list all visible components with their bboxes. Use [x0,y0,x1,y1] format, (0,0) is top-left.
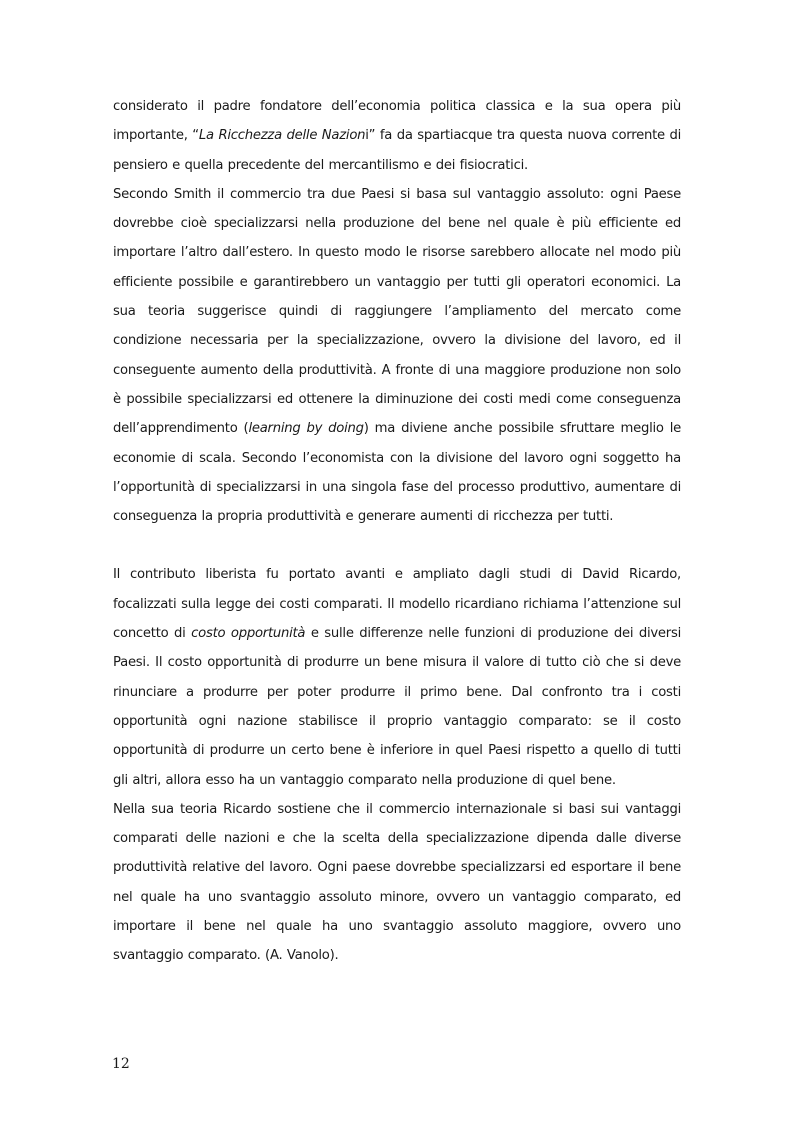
book-title-italic: La Ricchezza delle Nazion [198,128,366,144]
paragraph-text: considerato il padre fondatore dell’economia politica classica e la sua opera più importante, “ [113,99,681,144]
page-body [113,92,681,971]
paragraph-ricardo-theory [113,795,681,971]
paragraph-text: e sulle differenze nelle funzioni di produzione dei diversi Paesi. Il costo opportunità di produrre un bene misura il valore di tutto ciò che si deve rinunciare a produrre per poter produrre il primo bene. Dal confronto tra i costi opportunità ogni nazione stabilisce il proprio vantaggio comparato: se il costo opportunità di produrre un certo bene è inferiore in quel Paesi rispetto a quello di tutti gli altri, allora esso ha un vantaggio comparato nella produzione di quel bene. [113,626,681,788]
paragraph-text: i” fa da spartiacque tra questa nuova corrente di pensiero e quella precedente del mercantilismo e dei fisiocratici. [113,128,682,173]
paragraph-text: Il contributo liberista fu portato avanti e ampliato dagli studi di David Ricardo, focalizzati sulla legge dei costi comparati. Il modello ricardiano richiama l’attenzione sul concetto di [113,567,681,642]
paragraph-text: Secondo Smith il commercio tra due Paesi si basa sul vantaggio assoluto: ogni Paese dovrebbe cioè specializzarsi nella produzione del bene nel quale è più efficiente ed importare l’altro dall’estero. In questo modo le risorse sarebbero allocate nel modo più efficiente possibile e garantirebbero un vantaggio per tutti gli operatori economici. La sua teoria suggerisce quindi di raggiungere l’ampliamento del mercato come condizione necessaria per la specializzazione, ovvero la divisione del lavoro, ed il conseguente aumento della produttività. A fronte di una maggiore produzione non solo è possibile specializzarsi ed ottenere la diminuzione dei costi medi come conseguenza dell’apprendimento ( [113,186,681,437]
paragraph-smith-intro [113,92,681,180]
paragraph-ricardo-comparative-costs [113,560,681,794]
paragraph-text: ) ma diviene anche possibile sfruttare meglio le economie di scala. Secondo l’economista con la divisione del lavoro ogni soggetto ha l’opportunità di specializzarsi in una singola fase del processo produttivo, aumentare di conseguenza la propria produttività e generare aumenti di ricchezza per tutti. [113,421,681,525]
paragraph-text: Nella sua teoria Ricardo sostiene che il commercio internazionale si basi sui vantaggi comparati delle nazioni e che la scelta della specializzazione dipenda dalle diverse produttività relative del lavoro. Ogni paese dovrebbe specializzarsi ed esportare il bene nel quale ha uno svantaggio assoluto minore, ovvero un vantaggio comparato, ed importare il bene nel quale ha uno svantaggio assoluto maggiore, ovvero uno svantaggio comparato. (A. Vanolo). [113,801,681,964]
page-number: 12 [112,1056,130,1072]
term-italic: costo opportunità [191,626,306,642]
paragraph-gap [113,531,681,560]
term-italic: learning by doing [248,421,364,437]
paragraph-absolute-advantage [113,180,681,532]
